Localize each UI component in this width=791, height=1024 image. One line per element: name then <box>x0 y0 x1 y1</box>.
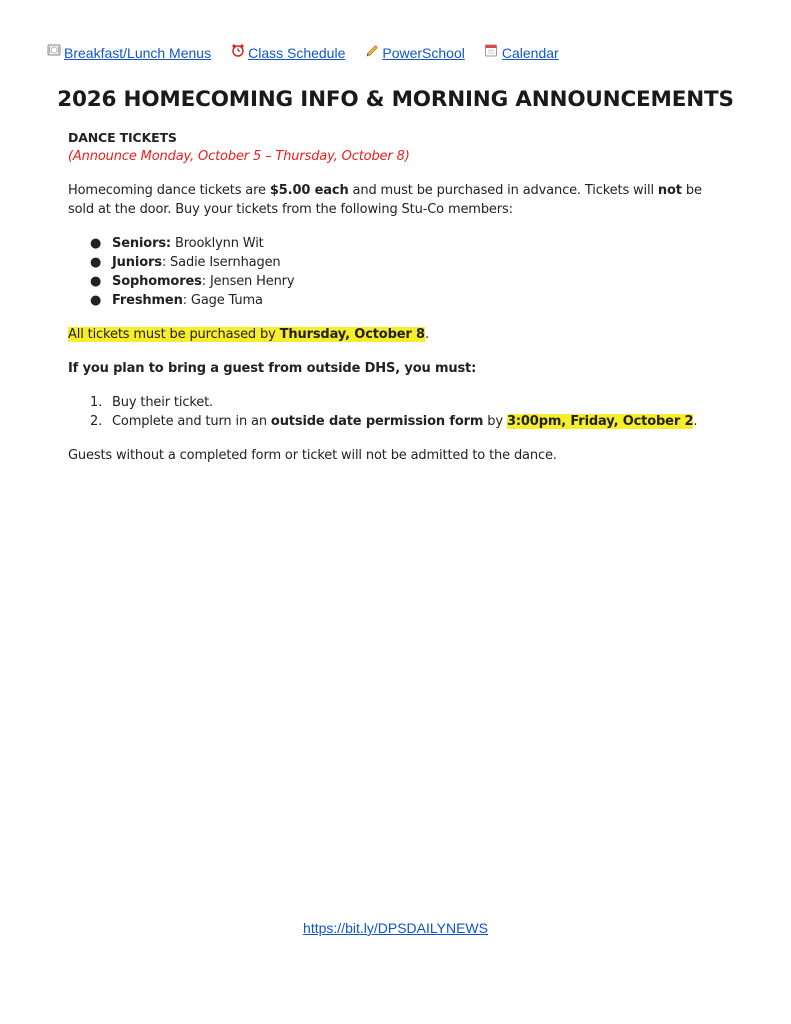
nav-link-calendar[interactable]: Calendar <box>501 45 559 61</box>
deadline-text: All tickets must be purchased by <box>68 327 280 342</box>
daily-news-link[interactable]: https://bit.ly/DPSDAILYNEWS <box>303 920 488 936</box>
announce-dates: (Announce Monday, October 5 – Thursday, October 8) <box>68 149 410 164</box>
quick-links-nav <box>46 45 578 61</box>
step-number: 2. <box>90 414 103 429</box>
seller-name: : Jensen Henry <box>201 274 295 289</box>
guest-heading <box>68 359 728 378</box>
deadline-date: Thursday, October 8 <box>279 327 425 342</box>
footer <box>0 920 791 936</box>
permission-form-name: outside date permission form <box>270 414 484 429</box>
alarm-clock-icon <box>230 43 245 58</box>
seller-name: : Sadie Isernhagen <box>161 255 281 270</box>
intro-text-1: Homecoming dance tickets are <box>68 183 270 198</box>
seller-class: Freshmen <box>112 293 183 308</box>
list-item <box>68 253 728 272</box>
step-number: 1. <box>90 395 103 410</box>
intro-text-2: and must be purchased in advance. Tickets will <box>348 183 658 198</box>
bullet-icon: ● <box>90 236 102 251</box>
ticket-sellers-list <box>68 234 728 310</box>
form-deadline: 3:00pm, Friday, October 2 <box>506 414 694 429</box>
list-item <box>68 272 728 291</box>
seller-class: Sophomores <box>112 274 202 289</box>
nav-item-calendar[interactable] <box>484 45 559 61</box>
deadline-end: . <box>424 327 429 342</box>
nav-link-schedule[interactable]: Class Schedule <box>248 45 346 61</box>
nav-link-powerschool[interactable]: PowerSchool <box>382 45 465 61</box>
ticket-price: $5.00 each <box>269 183 349 198</box>
seller-name: : Gage Tuma <box>182 293 263 308</box>
step-text-b: by <box>483 414 507 429</box>
closing-note: Guests without a completed form or ticket will not be admitted to the dance. <box>68 448 557 463</box>
seller-class: Juniors <box>112 255 162 270</box>
not-emphasis: not <box>657 183 682 198</box>
nav-item-schedule[interactable] <box>230 45 345 61</box>
list-item <box>68 234 728 253</box>
step-text-a: Complete and turn in an <box>112 414 271 429</box>
guest-steps-list <box>68 393 728 431</box>
nav-item-powerschool[interactable] <box>364 45 465 61</box>
plate-icon <box>46 43 61 58</box>
nav-item-menus[interactable] <box>46 45 211 61</box>
list-item <box>68 291 728 310</box>
ticket-intro-paragraph <box>68 181 728 219</box>
calendar-icon <box>484 43 499 58</box>
guest-heading-text: If you plan to bring a guest from outside DHS, you must: <box>68 361 477 376</box>
seller-name: Brooklynn Wit <box>170 236 264 251</box>
list-item <box>68 412 728 431</box>
section-heading-dance-tickets: DANCE TICKETS <box>68 130 177 145</box>
step-text: Buy their ticket. <box>112 395 214 410</box>
step-text-end: . <box>693 414 698 429</box>
nav-link-menus[interactable]: Breakfast/Lunch Menus <box>64 45 212 61</box>
intro-text-3: be sold at the door. Buy your tickets from the following Stu-Co members: <box>68 183 702 217</box>
bullet-icon: ● <box>90 255 102 270</box>
pencil-icon <box>364 43 379 58</box>
page-title: 2026 HOMECOMING INFO & MORNING ANNOUNCEMENTS <box>57 87 734 112</box>
list-item <box>68 393 728 412</box>
purchase-deadline <box>68 325 728 344</box>
announcement-body <box>68 128 728 465</box>
bullet-icon: ● <box>90 274 102 289</box>
bullet-icon: ● <box>90 293 102 308</box>
seller-class: Seniors: <box>112 236 171 251</box>
